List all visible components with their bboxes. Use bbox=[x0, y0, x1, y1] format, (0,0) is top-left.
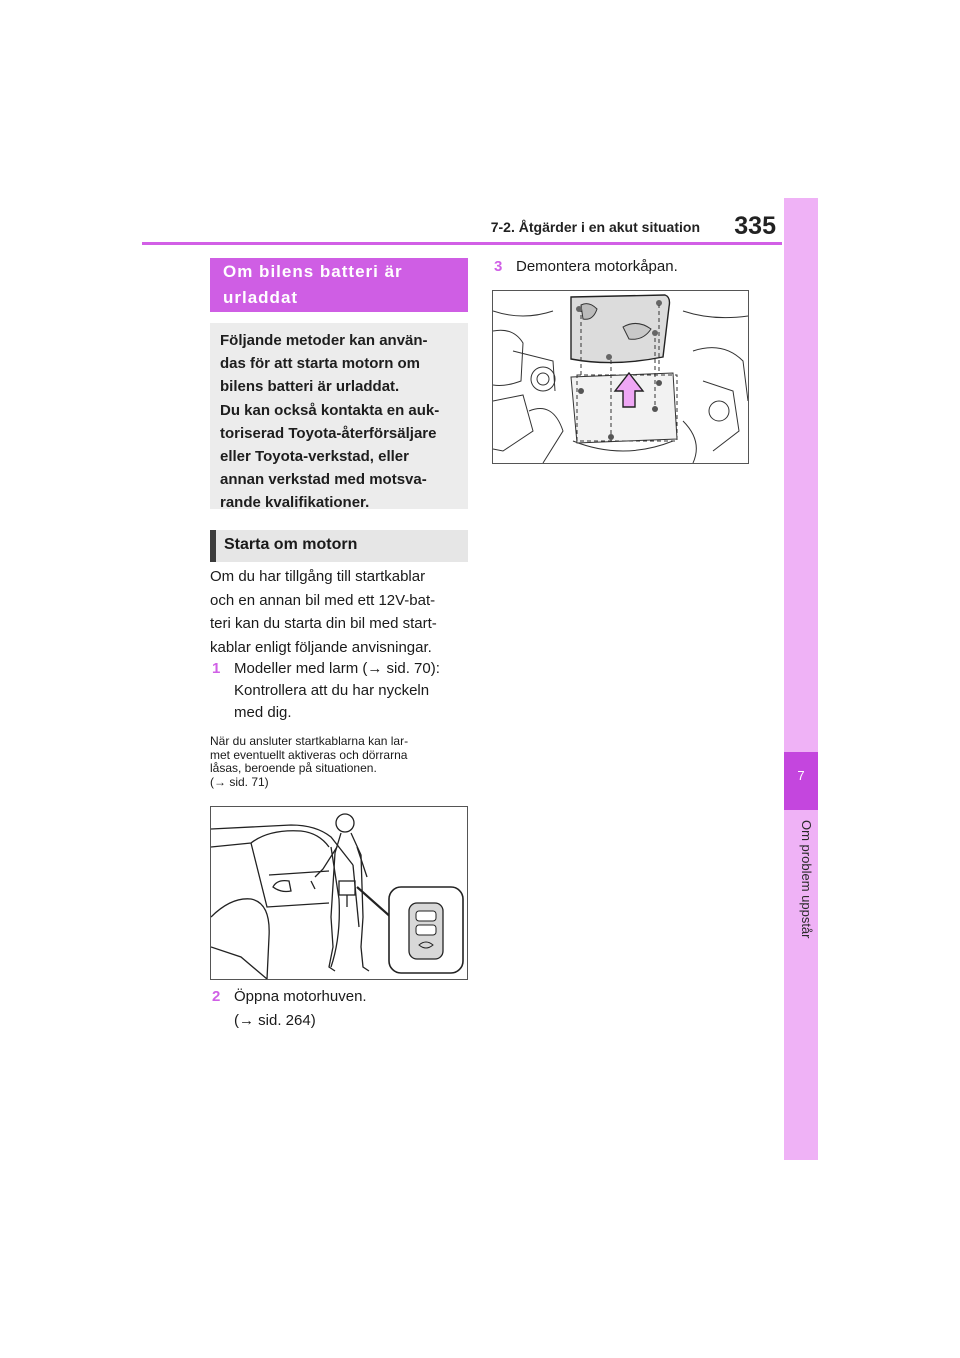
intro-line: bilens batteri är urladdat. bbox=[220, 378, 400, 396]
step-line: Öppna motorhuven. bbox=[234, 988, 367, 1005]
figure-engine-cover bbox=[492, 290, 749, 464]
note-line: När du ansluter startkablarna kan lar- bbox=[210, 734, 409, 748]
step-number: 2 bbox=[212, 988, 221, 1005]
section-title-text: Om bilens batteri är urladdat bbox=[223, 262, 403, 307]
figure-key-check bbox=[210, 806, 468, 980]
note-line: met eventuellt aktiveras och dörrarna bbox=[210, 747, 408, 762]
header-rule bbox=[142, 242, 782, 245]
step-3 bbox=[494, 256, 774, 280]
chapter-number: 7 bbox=[797, 768, 805, 783]
step-1 bbox=[212, 658, 474, 724]
body-line: kablar enligt följande anvisningar. bbox=[210, 638, 432, 656]
subheading: Starta om motorn bbox=[210, 530, 468, 562]
body-paragraph bbox=[210, 565, 472, 659]
intro-box bbox=[210, 323, 468, 512]
step-line: (→ sid. 264) bbox=[234, 1012, 316, 1029]
engine-cover-illustration bbox=[493, 291, 748, 463]
chapter-title: Om problem uppstår bbox=[799, 820, 814, 939]
intro-line: eller Toyota-verkstad, eller bbox=[220, 448, 409, 466]
step-text: Demontera motorkåpan. bbox=[516, 258, 678, 275]
body-line: teri kan du starta din bil med start- bbox=[210, 615, 437, 633]
chapter-side-tab bbox=[784, 198, 818, 1160]
step-number: 1 bbox=[212, 660, 221, 677]
intro-line: Följande metoder kan använ- bbox=[220, 332, 428, 349]
note bbox=[210, 735, 462, 789]
page-number: 335 bbox=[734, 212, 776, 240]
step-line: med dig. bbox=[234, 704, 292, 721]
step-line: Kontrollera att du har nyckeln bbox=[234, 682, 430, 699]
intro-line: annan verkstad med motsva- bbox=[220, 471, 427, 489]
intro-line: das för att starta motorn om bbox=[220, 355, 421, 373]
step-2 bbox=[212, 986, 474, 1032]
section-title bbox=[210, 258, 468, 312]
step-number: 3 bbox=[494, 258, 503, 275]
note-line: låsas, beroende på situationen. bbox=[210, 761, 377, 775]
body-line: och en annan bil med ett 12V-bat- bbox=[210, 591, 436, 609]
intro-line: rande kvalifikationer. bbox=[220, 494, 370, 512]
intro-line: Du kan också kontakta en auk- bbox=[220, 401, 440, 419]
running-header-section: 7-2. Åtgärder i en akut situation bbox=[490, 219, 700, 235]
note-line: (→ sid. 71) bbox=[210, 774, 269, 789]
step-line: Modeller med larm (→ sid. 70): bbox=[234, 660, 440, 677]
body-line: Om du har tillgång till startkablar bbox=[210, 568, 426, 585]
intro-line: toriserad Toyota-återförsäljare bbox=[220, 424, 437, 442]
key-check-illustration bbox=[211, 807, 467, 979]
